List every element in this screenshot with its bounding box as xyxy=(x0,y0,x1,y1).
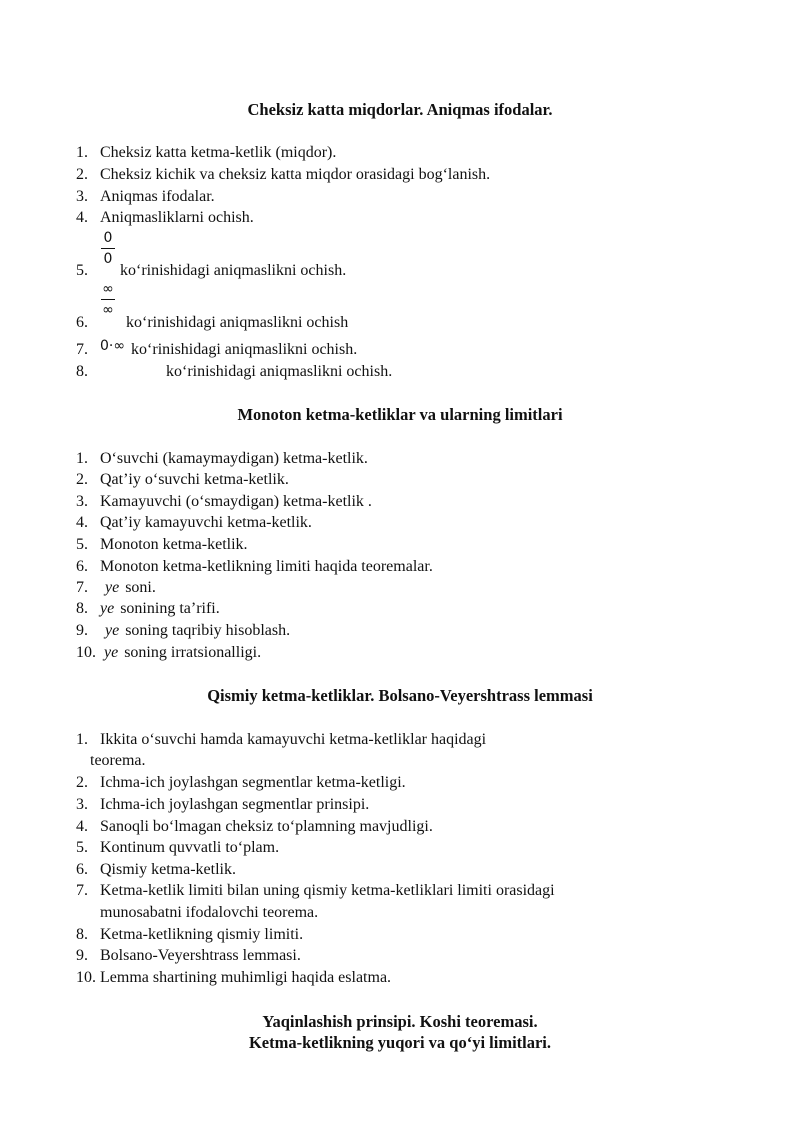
list-item: 5. Kontinum quvvatli to‘plam. xyxy=(76,839,280,856)
section-title: Monoton ketma-ketliklar va ularning limitlari xyxy=(237,405,563,424)
math-e: ye xyxy=(100,600,115,617)
list-item-continuation: munosabatni ifodalovchi teorema. xyxy=(100,904,319,921)
list-item: 8. ko‘rinishidagi aniqmaslikni ochish. xyxy=(76,363,393,380)
math-e: ye xyxy=(105,579,120,596)
list-item-continuation: teorema. xyxy=(90,752,146,769)
list-item: 2. Cheksiz kichik va cheksiz katta miqdor orasidagi bog‘lanish. xyxy=(76,166,491,183)
list-item: 3. Aniqmas ifodalar. xyxy=(76,188,215,205)
section-subtitle: Ketma-ketlikning yuqori va qo‘yi limitlari. xyxy=(248,1033,552,1052)
list-item: 2. Qat’iy o‘suvchi ketma-ketlik. xyxy=(76,471,289,488)
list-item: 6. Qismiy ketma-ketlik. xyxy=(76,861,236,878)
list-item: 7. 0·∞ ko‘rinishidagi aniqmaslikni ochish. xyxy=(76,338,358,358)
list-item: 9. Bolsano-Veyershtrass lemmasi. xyxy=(76,947,301,964)
list-item: 8. ye sonining ta’rifi. xyxy=(76,600,220,617)
list-item: 7. ye soni. xyxy=(76,579,156,596)
fraction-zero-over-zero: 0 0 xyxy=(101,230,115,267)
list-item: 10. ye soning irratsionalligi. xyxy=(76,644,262,661)
list-item: 4. Sanoqli bo‘lmagan cheksiz to‘plamning mavjudligi. xyxy=(76,818,433,835)
list-item: 1. O‘suvchi (kamaymaydigan) ketma-ketlik. xyxy=(76,450,368,467)
list-item: 2. Ichma-ich joylashgan segmentlar ketma-ketligi. xyxy=(76,774,406,791)
list-item: 9. ye soning taqribiy hisoblash. xyxy=(76,622,291,639)
list-item: 6. Monoton ketma-ketlikning limiti haqida teoremalar. xyxy=(76,558,433,575)
list-item: 5. Monoton ketma-ketlik. xyxy=(76,536,248,553)
list-item: 4. Aniqmasliklarni ochish. xyxy=(76,209,254,226)
math-e: ye xyxy=(104,644,119,661)
list-item: 3. Ichma-ich joylashgan segmentlar prinsipi. xyxy=(76,796,370,813)
math-e: ye xyxy=(105,622,120,639)
section-title: Yaqinlashish prinsipi. Koshi teoremasi. xyxy=(262,1012,538,1031)
list-item: 5. ko‘rinishidagi aniqmaslikni ochish. xyxy=(76,262,347,279)
list-item: 10. Lemma shartining muhimligi haqida eslatma. xyxy=(76,969,392,986)
fraction-infinity-over-infinity: ∞ ∞ xyxy=(102,281,114,318)
list-item: 4. Qat’iy kamayuvchi ketma-ketlik. xyxy=(76,514,312,531)
section-title: Cheksiz katta miqdorlar. Aniqmas ifodalar. xyxy=(247,100,553,119)
section-title: Qismiy ketma-ketliklar. Bolsano-Veyershtrass lemmasi xyxy=(207,686,593,705)
list-item: 7. Ketma-ketlik limiti bilan uning qismiy ketma-ketliklari limiti orasidagi xyxy=(76,882,555,899)
list-item: 1. Cheksiz katta ketma-ketlik (miqdor). xyxy=(76,144,337,161)
list-item: 1. Ikkita o‘suvchi hamda kamayuvchi ketma-ketliklar haqidagi xyxy=(76,731,487,748)
list-item: 6. ko‘rinishidagi aniqmaslikni ochish xyxy=(76,314,349,331)
math-zero-times-infinity: 0·∞ xyxy=(100,338,126,354)
list-item: 3. Kamayuvchi (o‘smaydigan) ketma-ketlik . xyxy=(76,493,372,510)
list-item: 8. Ketma-ketlikning qismiy limiti. xyxy=(76,926,304,943)
